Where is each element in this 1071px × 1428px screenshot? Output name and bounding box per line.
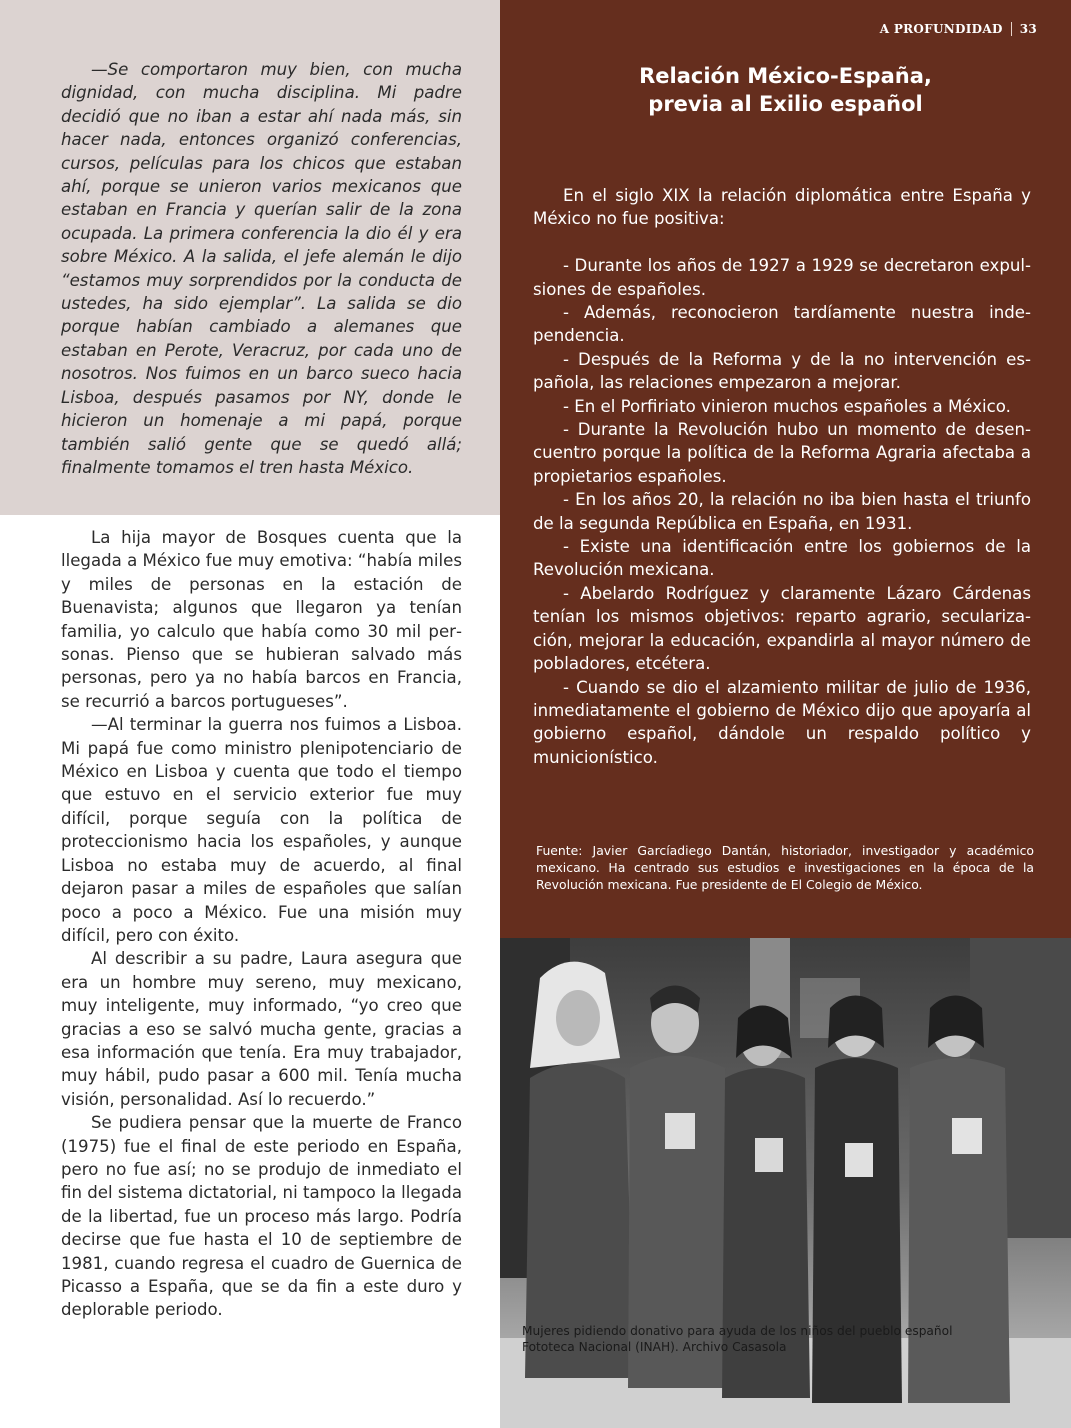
header-divider (1011, 22, 1012, 36)
panel-item: - Además, reconocieron tardíamente nuestra independencia. (533, 303, 1031, 346)
sidebar-panel (500, 0, 1071, 938)
body-paragraph: La hija mayor de Bosques cuenta que la llegada a México fue muy emotiva: “había miles y miles de personas en la estación de Buenavista; algunos que llegaron ya tenían familia, yo calculo que había como 30 mil personas. Pienso que se hubieran salvado más personas, pero ya no había barcos en Francia, se recurrió a barcos portugueses”. (61, 528, 462, 711)
section-name: A PROFUNDIDAD (879, 22, 1003, 36)
body-paragraph: Se pudiera pensar que la muerte de Franco (1975) fue el final de este periodo en España, pero no fue así; no se produjo de inmediato el fin del sistema dictatorial, ni tampoco la llegada de la libertad, fue un proceso más largo. Podría decirse que fue hasta el 10 de septiembre de 1981, cuando regresa el cuadro de Guernica de Picasso a España, que se da fin a este duro y deplorable periodo. (61, 1113, 462, 1320)
panel-item: - Abelardo Rodríguez y claramente Lázaro Cárdenas tenían los mismos objetivos: reparto agrario, secularización, mejorar la educación, expandirla al mayor número de pobladores, etcétera. (533, 583, 1031, 674)
panel-item: - Cuando se dio el alzamiento militar de julio de 1936, inmediatamente el gobierno de México dijo que apoyaría al gobierno español, dándole un respaldo político y municionístico. (533, 677, 1031, 767)
caption-line: Mujeres pidiendo donativo para ayuda de los niños del pueblo español (522, 1324, 953, 1338)
quote-paragraph: —Se comportaron muy bien, con mucha dignidad, con mucha disciplina. Mi padre decidió que no iban a estar ahí nada más, sin hacer nada, entonces organizó conferencias, cursos, películas para los chicos que estaban ahí, porque se unieron varios mexicanos que estaban en Francia y querían salir de la zona ocupada. La primera conferencia la dio él y era sobre México. A la salida, el jefe alemán le dijo “estamos muy sorprendidos por la conducta de ustedes, ha sido ejemplar”. La salida se dio porque habían cambiado a alemanes que estaban en Perote, Veracruz, por cada uno de nosotros. Nos fuimos en un barco sueco hacia Lisboa, después pasamos por NY, donde le hicieron un homenaje a mi papá, porque también salió gente que se quedó allá; finalmente tomamos el tren hasta México. (61, 60, 462, 477)
page-number: 33 (1019, 22, 1037, 36)
panel-title (500, 62, 1071, 118)
panel-title-line: previa al Exilio español (648, 92, 923, 116)
panel-item: - Existe una identificación entre los gobiernos de la Revolución mexicana. (533, 537, 1031, 580)
caption-credit: Fototeca Nacional (INAH). Archivo Casasola (522, 1340, 787, 1354)
quote-box (0, 0, 500, 515)
photo-caption (522, 1323, 1042, 1355)
panel-item: - En los años 20, la relación no iba bien hasta el triunfo de la segunda República en España, en 1931. (533, 490, 1031, 533)
paragraph-gap (533, 231, 1031, 254)
panel-item: - En el Porfiriato vinieron muchos españoles a México. (563, 396, 1011, 416)
panel-item: - Durante la Revolución hubo un momento de desencuentro porque la política de la Reforma Agraria afectaba a propietarios españoles. (533, 420, 1031, 486)
panel-item: - Después de la Reforma y de la no intervención española, las relaciones empezaron a mejorar. (533, 349, 1031, 393)
source-note: Fuente: Javier Garcíadiego Dantán, historiador, investigador y académico mexicano. Ha centrado sus estudios e investigaciones en la época de la Revolución mexicana. Fue presidente de El Colegio de México. (536, 843, 1034, 892)
quote-text (61, 58, 462, 479)
body-column (61, 526, 462, 1322)
body-paragraph: —Al terminar la guerra nos fuimos a Lisboa. Mi papá fue como ministro plenipotenciario de México en Lisboa y cuenta que todo el tiempo que estuvo en el servicio exterior fue muy difícil, porque seguía con la política de proteccionismo hacia los españoles, y aunque Lisboa no estaba muy de acuerdo, al final dejaron pasar a miles de españoles que salían poco a poco a México. Fue una misión muy difícil, pero con éxito. (61, 715, 462, 945)
page-header (880, 22, 1037, 36)
panel-item: - Durante los años de 1927 a 1929 se decretaron expulsiones de españoles. (533, 256, 1031, 299)
body-paragraph: Al describir a su padre, Laura asegura que era un hombre muy sereno, muy mexicano, muy inteligente, muy informado, “yo creo que gracias a eso se salvó mucha gente, gracias a esa información que tenía. Era muy trabajador, muy hábil, pudo pasar a 600 mil. Tenía mucha visión, personalidad. Así lo recuerdo.” (61, 949, 462, 1109)
panel-body (533, 184, 1031, 769)
panel-intro: En el siglo XIX la relación diplomática entre España y México no fue positiva: (533, 186, 1031, 229)
panel-title-line: Relación México-España, (639, 64, 932, 88)
